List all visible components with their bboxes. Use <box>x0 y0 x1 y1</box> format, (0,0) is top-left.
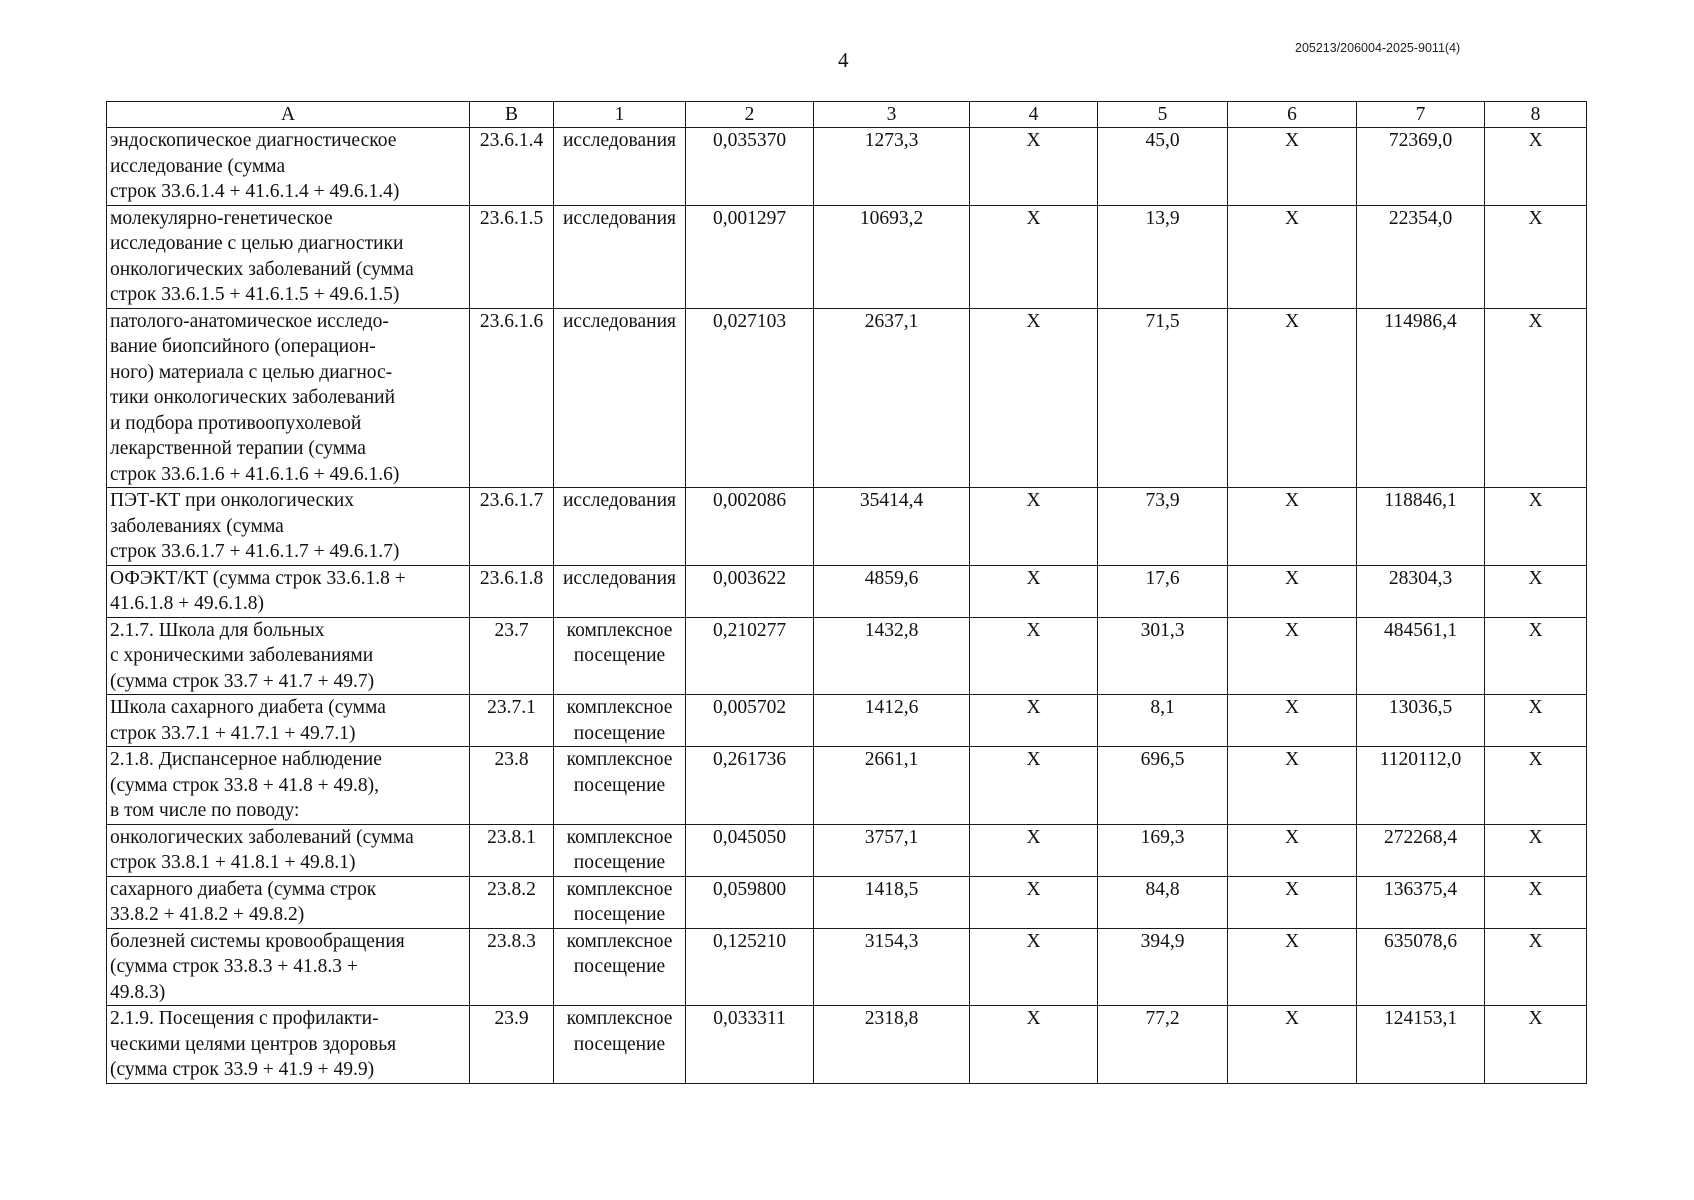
indicator-name-cell-line: строк 33.7.1 + 41.7.1 + 49.7.1) <box>110 722 356 744</box>
value-cell-5: 301,3 <box>1098 617 1228 695</box>
indicator-name-cell-line: сахарного диабета (сумма строк <box>110 878 377 900</box>
unit-cell-line: посещение <box>573 1033 666 1055</box>
indicator-name-cell-line: ного) материала с целью диагнос- <box>110 361 393 383</box>
unit-cell-line: комплексное <box>566 1008 673 1029</box>
value-cell-7: 484561,1 <box>1357 617 1485 695</box>
value-cell-5: 73,9 <box>1098 488 1228 566</box>
value-cell-3: 2318,8 <box>814 1006 970 1084</box>
unit-cell-line: посещение <box>573 645 666 666</box>
row-code-cell: 23.7.1 <box>470 695 554 747</box>
unit-cell-line: комплексное <box>566 697 673 718</box>
value-cell-7: 28304,3 <box>1357 565 1485 617</box>
value-cell-7: 136375,4 <box>1357 876 1485 928</box>
value-cell-7: 72369,0 <box>1357 128 1485 206</box>
value-cell-6: X <box>1228 747 1357 825</box>
indicator-name-cell-line: (сумма строк 33.8.3 + 41.8.3 + <box>110 956 358 977</box>
value-cell-3: 2637,1 <box>814 308 970 488</box>
indicator-name-cell-line: (сумма строк 33.7 + 41.7 + 49.7) <box>110 670 375 692</box>
unit-cell <box>554 617 686 695</box>
indicator-name-cell-line: онкологических заболеваний (сумма <box>110 258 414 280</box>
unit-cell-line: посещение <box>573 904 666 925</box>
indicator-name-cell-line: (сумма строк 33.9 + 41.9 + 49.9) <box>110 1059 375 1080</box>
value-cell-6: X <box>1228 876 1357 928</box>
value-cell-2: 0,210277 <box>686 617 814 695</box>
table-row <box>107 824 1587 876</box>
indicator-name-cell-line: строк 33.8.1 + 41.8.1 + 49.8.1) <box>110 852 356 873</box>
value-cell-7: 13036,5 <box>1357 695 1485 747</box>
unit-cell <box>554 205 686 308</box>
indicator-name-cell-line: болезней системы кровообращения <box>110 930 405 952</box>
indicator-name-cell <box>107 617 470 695</box>
value-cell-6: X <box>1228 128 1357 206</box>
unit-cell-line: исследования <box>563 310 676 332</box>
row-code-cell: 23.7 <box>470 617 554 695</box>
table-row <box>107 488 1587 566</box>
unit-cell-line: посещение <box>573 774 666 796</box>
indicator-name-cell-line: 2.1.9. Посещения с профилакти- <box>110 1008 379 1029</box>
column-header: 6 <box>1228 102 1357 128</box>
value-cell-7: 272268,4 <box>1357 824 1485 876</box>
value-cell-6: X <box>1228 824 1357 876</box>
indicator-name-cell-line: 33.8.2 + 41.8.2 + 49.8.2) <box>110 904 305 925</box>
unit-cell-line: комплексное <box>566 749 673 770</box>
value-cell-7: 1120112,0 <box>1357 747 1485 825</box>
unit-cell-line: посещение <box>573 722 666 744</box>
value-cell-2: 0,001297 <box>686 205 814 308</box>
indicator-name-cell-line: с хроническими заболеваниями <box>110 645 374 666</box>
value-cell-2: 0,059800 <box>686 876 814 928</box>
indicator-name-cell-line: эндоскопическое диагностическое <box>110 130 397 151</box>
table-row <box>107 1006 1587 1084</box>
table-row <box>107 617 1587 695</box>
indicator-name-cell-line: 41.6.1.8 + 49.6.1.8) <box>110 593 264 614</box>
indicator-name-cell-line: строк 33.6.1.6 + 41.6.1.6 + 49.6.1.6) <box>110 463 400 485</box>
column-header: 8 <box>1485 102 1587 128</box>
value-cell-4: X <box>970 488 1098 566</box>
table-row <box>107 565 1587 617</box>
row-code-cell: 23.6.1.4 <box>470 128 554 206</box>
value-cell-8: X <box>1485 617 1587 695</box>
value-cell-6: X <box>1228 928 1357 1006</box>
unit-cell <box>554 488 686 566</box>
value-cell-4: X <box>970 747 1098 825</box>
indicator-name-cell-line: заболеваниях (сумма <box>110 515 284 537</box>
unit-cell-line: посещение <box>573 956 666 977</box>
value-cell-8: X <box>1485 308 1587 488</box>
value-cell-7: 118846,1 <box>1357 488 1485 566</box>
indicator-name-cell-line: (сумма строк 33.8 + 41.8 + 49.8), <box>110 774 379 796</box>
value-cell-3: 4859,6 <box>814 565 970 617</box>
value-cell-6: X <box>1228 1006 1357 1084</box>
unit-cell-line: комплексное <box>566 878 673 900</box>
indicator-name-cell-line: и подбора противоопухолевой <box>110 412 362 434</box>
table-row <box>107 695 1587 747</box>
value-cell-8: X <box>1485 876 1587 928</box>
column-header: B <box>470 102 554 128</box>
row-code-cell: 23.6.1.6 <box>470 308 554 488</box>
indicator-name-cell-line: строк 33.6.1.5 + 41.6.1.5 + 49.6.1.5) <box>110 284 400 305</box>
indicator-name-cell-line: 2.1.7. Школа для больных <box>110 619 325 641</box>
value-cell-4: X <box>970 1006 1098 1084</box>
unit-cell <box>554 928 686 1006</box>
indicator-name-cell <box>107 747 470 825</box>
indicator-name-cell-line: в том числе по поводу: <box>110 800 300 821</box>
unit-cell <box>554 308 686 488</box>
value-cell-5: 77,2 <box>1098 1006 1228 1084</box>
value-cell-3: 2661,1 <box>814 747 970 825</box>
indicator-name-cell <box>107 1006 470 1084</box>
table-row <box>107 928 1587 1006</box>
value-cell-4: X <box>970 565 1098 617</box>
indicator-name-cell-line: строк 33.6.1.7 + 41.6.1.7 + 49.6.1.7) <box>110 541 400 562</box>
unit-cell <box>554 695 686 747</box>
indicator-name-cell <box>107 928 470 1006</box>
indicator-name-cell <box>107 824 470 876</box>
value-cell-4: X <box>970 308 1098 488</box>
indicator-name-cell-line: вание биопсийного (операцион- <box>110 336 376 357</box>
table-row <box>107 128 1587 206</box>
table-row <box>107 876 1587 928</box>
value-cell-3: 1273,3 <box>814 128 970 206</box>
indicator-name-cell <box>107 488 470 566</box>
value-cell-4: X <box>970 128 1098 206</box>
column-header: 5 <box>1098 102 1228 128</box>
indicator-name-cell-line: 2.1.8. Диспансерное наблюдение <box>110 749 382 770</box>
unit-cell-line: исследования <box>563 130 676 151</box>
value-cell-5: 71,5 <box>1098 308 1228 488</box>
unit-cell-line: комплексное <box>566 930 673 952</box>
document-code: 205213/206004-2025-9011(4) <box>1295 41 1461 55</box>
column-header: 4 <box>970 102 1098 128</box>
value-cell-6: X <box>1228 308 1357 488</box>
column-header: 7 <box>1357 102 1485 128</box>
value-cell-8: X <box>1485 488 1587 566</box>
value-cell-3: 10693,2 <box>814 205 970 308</box>
row-code-cell: 23.8.2 <box>470 876 554 928</box>
indicator-name-cell-line: ПЭТ-КТ при онкологических <box>110 490 354 511</box>
unit-cell-line: исследования <box>563 207 676 229</box>
indicator-name-cell <box>107 565 470 617</box>
value-cell-5: 394,9 <box>1098 928 1228 1006</box>
indicator-name-cell-line: ческими целями центров здоровья <box>110 1033 397 1055</box>
indicator-name-cell-line: строк 33.6.1.4 + 41.6.1.4 + 49.6.1.4) <box>110 181 400 202</box>
unit-cell <box>554 747 686 825</box>
unit-cell <box>554 565 686 617</box>
value-cell-5: 169,3 <box>1098 824 1228 876</box>
row-code-cell: 23.6.1.7 <box>470 488 554 566</box>
unit-cell <box>554 876 686 928</box>
indicator-name-cell <box>107 695 470 747</box>
indicator-name-cell-line: лекарственной терапии (сумма <box>110 438 366 459</box>
indicator-name-cell-line: Школа сахарного диабета (сумма <box>110 697 386 718</box>
value-cell-7: 114986,4 <box>1357 308 1485 488</box>
indicator-name-cell-line: тики онкологических заболеваний <box>110 387 396 408</box>
indicator-name-cell-line: молекулярно-генетическое <box>110 207 333 229</box>
value-cell-5: 45,0 <box>1098 128 1228 206</box>
header-row <box>107 102 1587 128</box>
unit-cell <box>554 824 686 876</box>
value-cell-3: 35414,4 <box>814 488 970 566</box>
indicator-name-cell-line: патолого-анатомическое исследо- <box>110 310 389 332</box>
value-cell-3: 1412,6 <box>814 695 970 747</box>
value-cell-2: 0,005702 <box>686 695 814 747</box>
unit-cell-line: комплексное <box>566 826 673 848</box>
value-cell-8: X <box>1485 695 1587 747</box>
value-cell-4: X <box>970 928 1098 1006</box>
indicator-name-cell-line: исследование с целью диагностики <box>110 233 404 254</box>
table-body <box>107 128 1587 1084</box>
value-cell-2: 0,033311 <box>686 1006 814 1084</box>
indicator-name-cell-line: 49.8.3) <box>110 981 166 1003</box>
unit-cell-line: комплексное <box>566 619 673 641</box>
table-row <box>107 205 1587 308</box>
value-cell-2: 0,002086 <box>686 488 814 566</box>
value-cell-4: X <box>970 695 1098 747</box>
column-header: A <box>107 102 470 128</box>
unit-cell <box>554 1006 686 1084</box>
unit-cell-line: исследования <box>563 490 676 511</box>
value-cell-6: X <box>1228 205 1357 308</box>
value-cell-2: 0,045050 <box>686 824 814 876</box>
value-cell-8: X <box>1485 565 1587 617</box>
row-code-cell: 23.6.1.8 <box>470 565 554 617</box>
table-row <box>107 308 1587 488</box>
value-cell-3: 3757,1 <box>814 824 970 876</box>
value-cell-2: 0,027103 <box>686 308 814 488</box>
table-row <box>107 747 1587 825</box>
value-cell-7: 124153,1 <box>1357 1006 1485 1084</box>
value-cell-3: 1418,5 <box>814 876 970 928</box>
column-header: 1 <box>554 102 686 128</box>
unit-cell-line: посещение <box>573 852 666 873</box>
unit-cell <box>554 128 686 206</box>
value-cell-6: X <box>1228 488 1357 566</box>
value-cell-2: 0,003622 <box>686 565 814 617</box>
row-code-cell: 23.6.1.5 <box>470 205 554 308</box>
value-cell-2: 0,261736 <box>686 747 814 825</box>
value-cell-7: 22354,0 <box>1357 205 1485 308</box>
value-cell-3: 1432,8 <box>814 617 970 695</box>
value-cell-5: 8,1 <box>1098 695 1228 747</box>
value-cell-6: X <box>1228 617 1357 695</box>
value-cell-4: X <box>970 876 1098 928</box>
value-cell-6: X <box>1228 565 1357 617</box>
data-table <box>106 101 1587 1084</box>
value-cell-8: X <box>1485 1006 1587 1084</box>
column-header: 2 <box>686 102 814 128</box>
value-cell-5: 84,8 <box>1098 876 1228 928</box>
value-cell-3: 3154,3 <box>814 928 970 1006</box>
value-cell-8: X <box>1485 128 1587 206</box>
value-cell-8: X <box>1485 824 1587 876</box>
value-cell-2: 0,035370 <box>686 128 814 206</box>
row-code-cell: 23.9 <box>470 1006 554 1084</box>
indicator-name-cell <box>107 205 470 308</box>
unit-cell-line: исследования <box>563 567 676 589</box>
value-cell-8: X <box>1485 747 1587 825</box>
row-code-cell: 23.8.1 <box>470 824 554 876</box>
value-cell-7: 635078,6 <box>1357 928 1485 1006</box>
indicator-name-cell-line: исследование (сумма <box>110 155 286 177</box>
indicator-name-cell <box>107 876 470 928</box>
column-header: 3 <box>814 102 970 128</box>
indicator-name-cell <box>107 308 470 488</box>
value-cell-8: X <box>1485 928 1587 1006</box>
indicator-name-cell <box>107 128 470 206</box>
value-cell-5: 696,5 <box>1098 747 1228 825</box>
value-cell-4: X <box>970 824 1098 876</box>
value-cell-4: X <box>970 205 1098 308</box>
row-code-cell: 23.8.3 <box>470 928 554 1006</box>
value-cell-5: 17,6 <box>1098 565 1228 617</box>
value-cell-4: X <box>970 617 1098 695</box>
row-code-cell: 23.8 <box>470 747 554 825</box>
value-cell-8: X <box>1485 205 1587 308</box>
value-cell-2: 0,125210 <box>686 928 814 1006</box>
indicator-name-cell-line: онкологических заболеваний (сумма <box>110 826 414 848</box>
value-cell-5: 13,9 <box>1098 205 1228 308</box>
indicator-name-cell-line: ОФЭКТ/КТ (сумма строк 33.6.1.8 + <box>110 567 406 589</box>
page-number: 4 <box>838 48 849 72</box>
value-cell-6: X <box>1228 695 1357 747</box>
